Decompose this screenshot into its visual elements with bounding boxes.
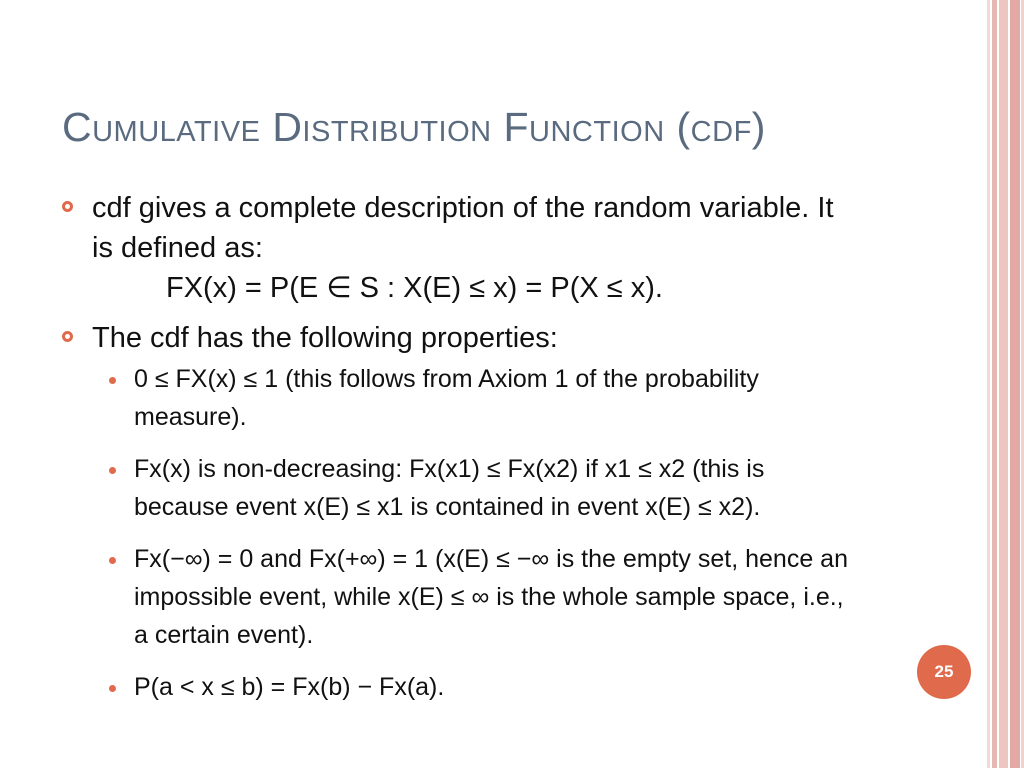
stripe [992,0,997,768]
bullet-item [62,318,862,358]
bullet-item [62,188,862,268]
dot-bullet-icon [109,467,116,474]
slide-content [62,188,862,706]
slide-title: Cumulative Distribution Function (cdf) [62,104,766,150]
bullet-text: The cdf has the following properties: [92,322,558,354]
stripe [1010,0,1020,768]
dot-bullet-icon [109,377,116,384]
dot-bullet-icon [109,557,116,564]
page-number-badge: 25 [917,645,971,699]
property-text: Fx(−∞) = 0 and Fx(+∞) = 1 (x(E) ≤ −∞ is the empty set, hence an impossible event, while x(E) ≤ ∞ is the whole sample space, i.e., a certain event). [134,545,848,649]
cdf-formula: FX(x) = P(E ∈ S : X(E) ≤ x) = P(X ≤ x). [166,272,663,304]
stripe [987,0,990,768]
bullet-text: cdf gives a complete description of the random variable. It is defined as: [92,192,834,264]
property-item [62,668,862,706]
decorative-stripes [980,0,1024,768]
property-text: P(a < x ≤ b) = Fx(b) − Fx(a). [134,673,445,701]
property-item [62,540,862,654]
property-item [62,450,862,526]
property-text: Fx(x) is non-decreasing: Fx(x1) ≤ Fx(x2) if x1 ≤ x2 (this is because event x(E) ≤ x1 is contained in event x(E) ≤ x2). [134,455,765,521]
property-item [62,360,862,436]
dot-bullet-icon [109,685,116,692]
ring-bullet-icon [62,201,73,212]
ring-bullet-icon [62,331,73,342]
stripe [999,0,1008,768]
property-text: 0 ≤ FX(x) ≤ 1 (this follows from Axiom 1 of the probability measure). [134,365,759,431]
